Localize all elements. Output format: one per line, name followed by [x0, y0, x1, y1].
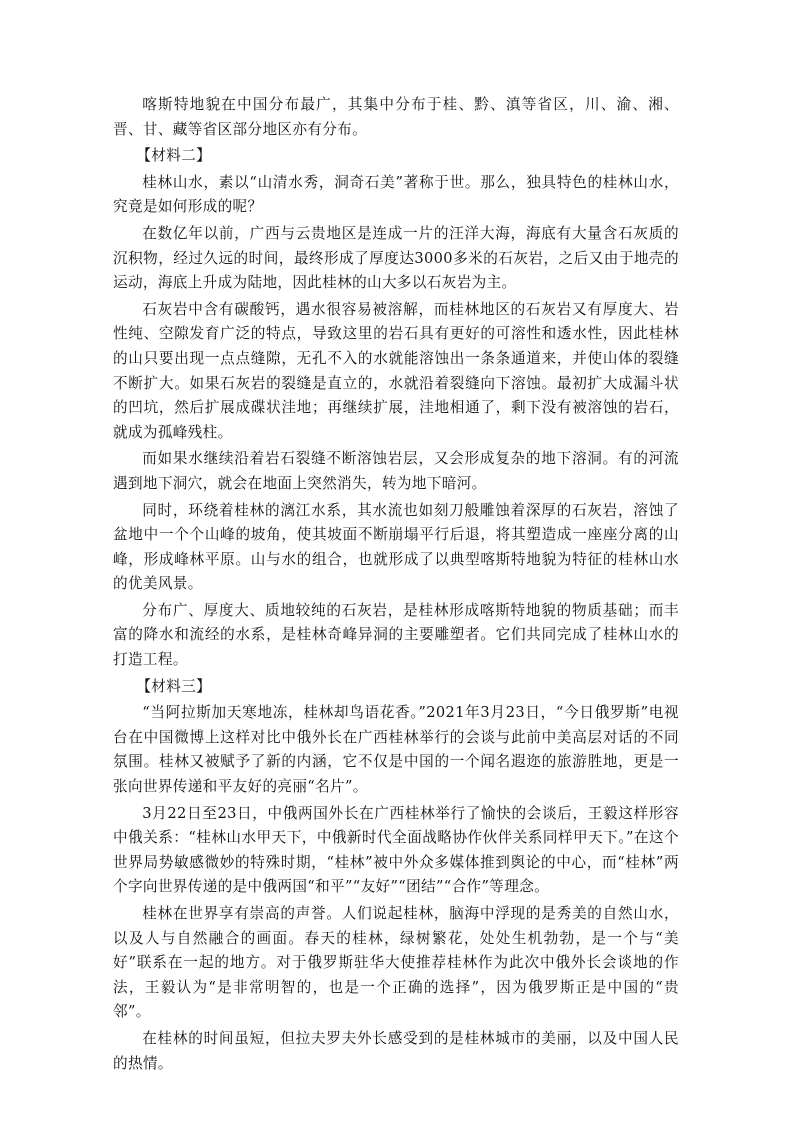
material-three-paragraph-2: 3月22日至23日，中俄两国外长在广西桂林举行了愉快的会谈后，王毅这样形容中俄关系：“桂林山水甲天下，中俄新时代全面战略协作伙伴关系同样甲天下。”在这个世界局势敏感微妙的特殊时期，“桂林”被中外众多媒体推到舆论的中心，而“桂林”两个字向世界传递的是中俄两国“和平”“友好”“团结”“合作”等理念。	[113, 804, 679, 896]
intro-paragraph: 喀斯特地貌在中国分布最广，其集中分布于桂、黔、滇等省区，川、渝、湘、晋、甘、藏等省区部分地区亦有分布。	[113, 96, 679, 138]
material-three-paragraph-4: 在桂林的时间虽短，但拉夫罗夫外长感受到的是桂林城市的美丽，以及中国人民的热情。	[113, 1029, 679, 1072]
material-three-heading: 【材料三】	[136, 677, 212, 695]
material-three-paragraph-3: 桂林在世界享有崇高的声誉。人们说起桂林，脑海中浮现的是秀美的自然山水，以及人与自然融合的画面。春天的桂林，绿树繁花，处处生机勃勃，是一个与“美好”联系在一起的地方。对于俄罗斯驻华大使推荐桂林作为此次中俄外长会谈地的作法，王毅认为“是非常明智的，也是一个正确的选择”，因为俄罗斯正是中国的“贵邻”。	[113, 905, 679, 1021]
material-three-paragraph-1: “当阿拉斯加天寒地冻，桂林却鸟语花香。”2021年3月23日，“今日俄罗斯”电视台在中国微博上这样对比中俄外长在广西桂林举行的会谈与此前中美高层对话的不同氛围。桂林又被赋予了新的内涵，它不仅是中国的一个闻名遐迩的旅游胜地，更是一张向世界传递和平友好的亮丽“名片”。	[113, 704, 679, 796]
material-two-paragraph-3: 石灰岩中含有碳酸钙，遇水很容易被溶解，而桂林地区的石灰岩又有厚度大、岩性纯、空隙发育广泛的特点，导致这里的岩石具有更好的可溶性和透水性，因此桂林的山只要出现一点点缝隙，无孔不入的水就能溶蚀出一条条通道来，并使山体的裂缝不断扩大。如果石灰岩的裂缝是直立的，水就沿着裂缝向下溶蚀。最初扩大成漏斗状的凹坑，然后扩展成碟状洼地；再继续扩展，洼地相通了，剩下没有被溶蚀的岩石，就成为孤峰残柱。	[113, 300, 679, 441]
material-two-heading: 【材料二】	[136, 147, 212, 165]
material-two-paragraph-6: 分布广、厚度大、质地较纯的石灰岩，是桂林形成喀斯特地貌的物质基础；而丰富的降水和流经的水系，是桂林奇峰异洞的主要雕塑者。它们共同完成了桂林山水的打造工程。	[113, 601, 679, 669]
material-two-paragraph-4: 而如果水继续沿着岩石裂缝不断溶蚀岩层，又会形成复杂的地下溶洞。有的河流遇到地下洞穴，就会在地面上突然消失，转为地下暗河。	[113, 450, 679, 492]
material-two-paragraph-5: 同时，环绕着桂林的漓江水系，其水流也如刻刀般雕蚀着深厚的石灰岩，溶蚀了盆地中一个个山峰的坡角，使其坡面不断崩塌平行后退，将其塑造成一座座分离的山峰，形成峰林平原。山与水的组合，也就形成了以典型喀斯特地貌为特征的桂林山水的优美风景。	[113, 501, 679, 593]
material-two-paragraph-2: 在数亿年以前，广西与云贵地区是连成一片的汪洋大海，海底有大量含石灰质的沉积物，经过久远的时间，最终形成了厚度达3000多米的石灰岩，之后又由于地壳的运动，海底上升成为陆地，因此桂林的山大多以石灰岩为主。	[113, 224, 679, 292]
document-page	[113, 93, 679, 1076]
material-two-paragraph-1: 桂林山水，素以“山清水秀，洞奇石美”著称于世。那么，独具特色的桂林山水，究竟是如何形成的呢？	[113, 173, 679, 216]
